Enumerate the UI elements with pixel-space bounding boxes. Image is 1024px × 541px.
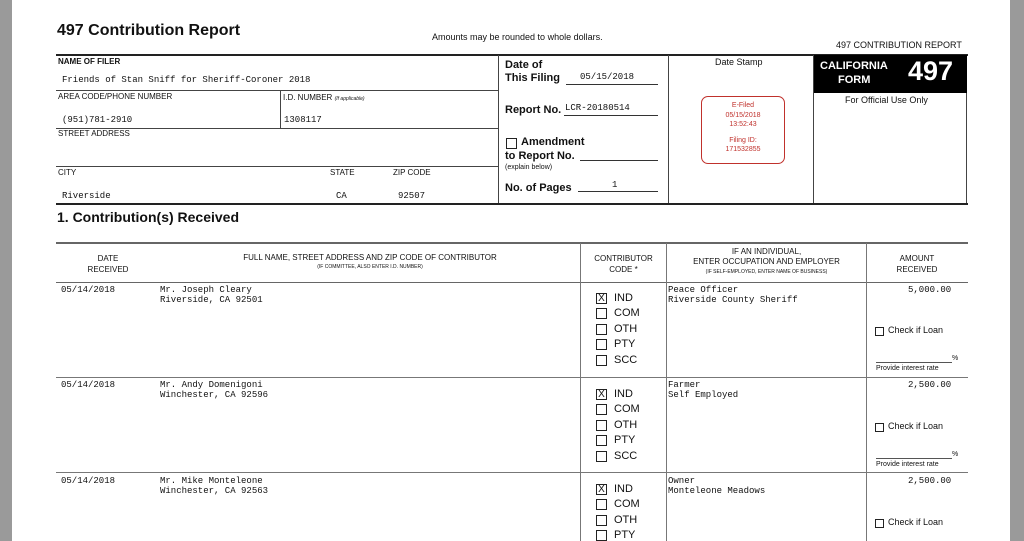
divider xyxy=(668,55,669,204)
id-label-text: I.D. NUMBER xyxy=(283,93,333,102)
code-scc-label: SCC xyxy=(614,450,638,462)
code-com-label: COM xyxy=(614,403,640,415)
loan-checkbox[interactable] xyxy=(875,423,884,432)
code-oth-checkbox[interactable] xyxy=(596,515,607,526)
filing-date: 05/15/2018 xyxy=(580,72,635,82)
form-box-number: 497 xyxy=(908,56,954,86)
amendment-checkbox[interactable] xyxy=(506,138,517,149)
pct-sign: % xyxy=(952,355,959,362)
code-oth-label: OTH xyxy=(614,323,638,335)
code-ind-label: IND xyxy=(614,292,633,304)
loan-label: Check if Loan xyxy=(888,517,944,527)
loan-checkbox[interactable] xyxy=(875,519,884,528)
code-ind-checkbox[interactable]: X xyxy=(596,484,607,495)
code-oth-label: OTH xyxy=(614,514,638,526)
col-date xyxy=(70,253,146,275)
divider xyxy=(280,90,281,128)
divider xyxy=(578,191,658,192)
state-value: CA xyxy=(336,191,347,201)
divider xyxy=(580,243,581,541)
contributor-name: Mr. Joseph Cleary xyxy=(160,285,252,295)
date-label-line2: This Filing xyxy=(505,72,560,84)
filer-name-label: NAME OF FILER xyxy=(58,57,121,66)
occupation: Farmer xyxy=(668,380,701,390)
code-com-checkbox[interactable] xyxy=(596,499,607,510)
row-divider xyxy=(56,472,968,473)
table-header-rule xyxy=(56,282,968,283)
code-pty-checkbox[interactable] xyxy=(596,435,607,446)
form-box-state: CALIFORNIA xyxy=(820,60,888,72)
id-number-value: 1308117 xyxy=(284,115,322,125)
stamp-line: Filing ID: xyxy=(729,136,757,144)
occupation: Owner xyxy=(668,476,696,486)
divider xyxy=(564,115,658,116)
col-amt-line2: RECEIVED xyxy=(896,265,938,274)
pages-label: No. of Pages xyxy=(505,182,572,194)
interest-input[interactable] xyxy=(876,458,952,459)
california-form-box xyxy=(814,55,967,93)
right-viewer-border xyxy=(1010,0,1024,541)
employer: Riverside County Sheriff xyxy=(668,295,798,305)
loan-label: Check if Loan xyxy=(888,421,944,431)
form-reference: 497 CONTRIBUTION REPORT xyxy=(836,40,962,50)
zip-value: 92507 xyxy=(398,191,426,201)
col-occ-note: (IF SELF-EMPLOYED, ENTER NAME OF BUSINESS) xyxy=(705,269,828,275)
code-ind-label: IND xyxy=(614,483,633,495)
code-com-checkbox[interactable] xyxy=(596,404,607,415)
divider xyxy=(498,55,499,204)
code-com-label: COM xyxy=(614,498,640,510)
city-label: CITY xyxy=(58,168,77,177)
divider xyxy=(56,90,498,91)
amendment-report-label: to Report No. xyxy=(505,150,575,162)
stamp-line: 05/15/2018 xyxy=(725,111,761,119)
id-label-note: (If applicable) xyxy=(334,96,365,102)
employer: Monteleone Meadows xyxy=(668,486,766,496)
code-oth-label: OTH xyxy=(614,419,638,431)
stamp-line: E-Filed xyxy=(731,102,755,109)
zip-label: ZIP CODE xyxy=(393,168,431,177)
col-contributor-note: (IF COMMITTEE, ALSO ENTER I.D. NUMBER) xyxy=(317,264,423,270)
city-value: Riverside xyxy=(62,191,111,201)
stamp-line: 171532855 xyxy=(725,146,761,153)
stamp-line: 13:52:43 xyxy=(729,121,757,128)
interest-label: Provide interest rate xyxy=(876,365,939,372)
col-contributor-code xyxy=(581,253,666,275)
street-label: STREET ADDRESS xyxy=(58,129,130,138)
contributor-address: Riverside, CA 92501 xyxy=(160,295,263,305)
code-scc-label: SCC xyxy=(614,354,638,366)
row-date: 05/14/2018 xyxy=(61,476,116,486)
report-no: LCR-20180514 xyxy=(565,103,630,113)
code-pty-checkbox[interactable] xyxy=(596,339,607,350)
state-label: STATE xyxy=(330,168,355,177)
divider xyxy=(56,166,498,167)
contributor-name: Mr. Mike Monteleone xyxy=(160,476,263,486)
interest-label: Provide interest rate xyxy=(876,461,939,468)
code-pty-label: PTY xyxy=(614,529,636,541)
filer-name: Friends of Stan Sniff for Sheriff-Coroner 2018 xyxy=(62,75,311,85)
header-bottom-rule xyxy=(56,203,968,205)
left-viewer-border xyxy=(0,0,12,541)
code-com-checkbox[interactable] xyxy=(596,308,607,319)
code-com-label: COM xyxy=(614,307,640,319)
date-of-filing-label xyxy=(505,59,560,85)
col-occ-line1: IF AN INDIVIDUAL, xyxy=(731,247,802,256)
explain-note: (explain below) xyxy=(505,164,553,171)
interest-input[interactable] xyxy=(876,362,952,363)
report-no-label: Report No. xyxy=(505,104,562,116)
rounding-note: Amounts may be rounded to whole dollars. xyxy=(432,32,603,42)
pages-value: 1 xyxy=(612,180,618,190)
row-date: 05/14/2018 xyxy=(61,285,116,295)
divider xyxy=(580,160,658,161)
code-ind-checkbox[interactable]: X xyxy=(596,293,607,304)
col-contributor: FULL NAME, STREET ADDRESS AND ZIP CODE OF CONTRIBUTOR xyxy=(243,253,497,262)
table-top-rule xyxy=(56,242,968,244)
code-ind-checkbox[interactable]: X xyxy=(596,389,607,400)
date-stamp-label: Date Stamp xyxy=(715,57,763,67)
divider xyxy=(866,243,867,541)
contributor-address: Winchester, CA 92596 xyxy=(160,390,269,400)
contributor-name: Mr. Andy Domenigoni xyxy=(160,380,263,390)
phone-value: (951)781-2910 xyxy=(62,115,133,125)
divider xyxy=(666,243,667,541)
code-pty-checkbox[interactable] xyxy=(596,530,607,541)
col-amount xyxy=(867,253,967,275)
phone-label: AREA CODE/PHONE NUMBER xyxy=(58,92,173,101)
loan-checkbox[interactable] xyxy=(875,327,884,336)
col-occupation xyxy=(667,247,866,277)
employer: Self Employed xyxy=(668,390,739,400)
row-date: 05/14/2018 xyxy=(61,380,116,390)
pct-sign: % xyxy=(952,451,959,458)
divider xyxy=(566,84,658,85)
code-oth-checkbox[interactable] xyxy=(596,324,607,335)
code-scc-checkbox[interactable] xyxy=(596,451,607,462)
col-amt-line1: AMOUNT xyxy=(899,254,935,263)
report-title: 497 Contribution Report xyxy=(57,22,241,39)
code-oth-checkbox[interactable] xyxy=(596,420,607,431)
loan-label: Check if Loan xyxy=(888,325,944,335)
col-code-line1: CONTRIBUTOR xyxy=(594,254,653,263)
section-title: 1. Contribution(s) Received xyxy=(57,209,240,225)
code-scc-checkbox[interactable] xyxy=(596,355,607,366)
occupation: Peace Officer xyxy=(668,285,739,295)
efile-stamp xyxy=(701,96,785,164)
row-divider xyxy=(56,377,968,378)
col-date-line2: RECEIVED xyxy=(87,265,129,274)
code-pty-label: PTY xyxy=(614,434,636,446)
col-date-line1: DATE xyxy=(97,254,119,263)
date-label-line1: Date of xyxy=(505,59,543,71)
amount: 5,000.00 xyxy=(908,285,952,295)
form-box-form: FORM xyxy=(838,74,871,86)
contributor-address: Winchester, CA 92563 xyxy=(160,486,269,496)
col-code-line2: CODE * xyxy=(609,265,638,274)
official-use-label: For Official Use Only xyxy=(845,95,928,105)
amount: 2,500.00 xyxy=(908,476,952,486)
id-number-label xyxy=(283,93,365,102)
code-pty-label: PTY xyxy=(614,338,636,350)
amendment-label: Amendment xyxy=(521,136,585,148)
code-ind-label: IND xyxy=(614,388,633,400)
amount: 2,500.00 xyxy=(908,380,952,390)
col-occ-line2: ENTER OCCUPATION AND EMPLOYER xyxy=(693,257,840,266)
